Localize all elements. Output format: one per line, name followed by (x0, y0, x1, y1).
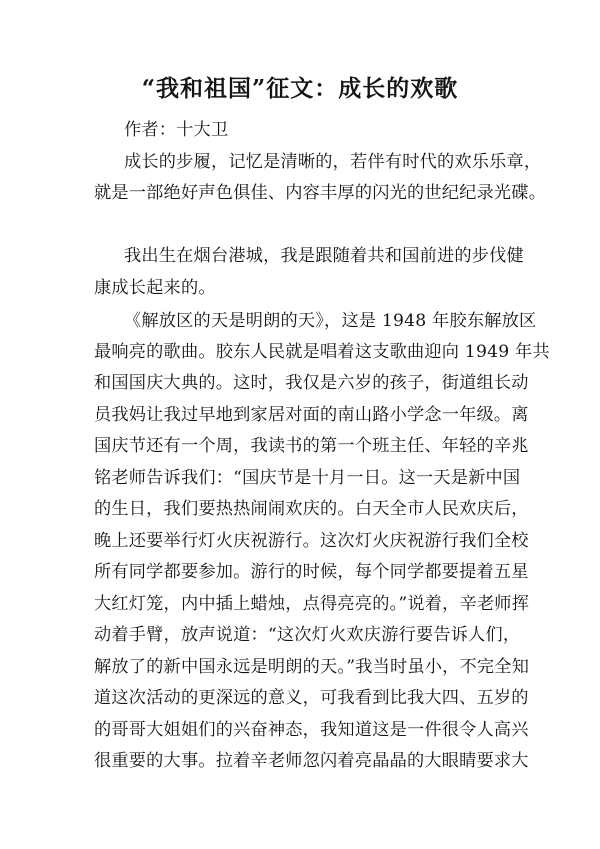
paragraph-line: 道这次活动的更深远的意义，可我看到比我大四、五岁的 (94, 688, 529, 708)
paragraph-line: 所有同学都要参加。游行的时候，每个同学都要提着五星 (94, 562, 529, 582)
paragraph-line: 铭老师告诉我们：“国庆节是十月一日。这一天是新中国 (94, 468, 521, 488)
paragraph-line: 《解放区的天是明朗的天》，这是 1948 年胶东解放区 (124, 311, 537, 331)
paragraph-line: 解放了的新中国永远是明朗的天。”我当时虽小，不完全知 (94, 657, 530, 677)
paragraph-line: 国庆节还有一个周，我读书的第一个班主任、年轻的辛兆 (94, 436, 529, 456)
paragraph-line: 的生日，我们要热热闹闹欢庆的。白天全市人民欢庆后， (94, 499, 529, 519)
paragraph-line: 康成长起来的。 (94, 278, 216, 298)
paragraph-line: 就是一部绝好声色俱佳、内容丰厚的闪光的世纪纪录光碟。 (94, 183, 547, 203)
paragraph-line: 和国国庆大典的。这时，我仅是六岁的孩子，街道组长动 (94, 373, 529, 393)
paragraph-line: 晚上还要举行灯火庆祝游行。这次灯火庆祝游行我们全校 (94, 531, 529, 551)
paragraph-line: 大红灯笼，内中插上蜡烛，点得亮亮的。”说着，辛老师挥 (94, 594, 530, 614)
paragraph-line: 很重要的大事。拉着辛老师忽闪着亮晶晶的大眼睛要求大 (94, 751, 529, 771)
author-line: 作者：十大卫 (124, 120, 229, 140)
paragraph-line: 员我妈让我过早地到家居对面的南山路小学念一年级。离 (94, 405, 529, 425)
document-title: “我和祖国”征文：成长的欢歌 (141, 75, 459, 102)
paragraph-line: 最响亮的歌曲。胶东人民就是唱着这支歌曲迎向 1949 年共 (94, 342, 550, 362)
paragraph-line: 动着手臂，放声说道：“这次灯火欢庆游行要告诉人们， (94, 625, 521, 645)
paragraph-line: 我出生在烟台港城，我是跟随着共和国前进的步伐健 (124, 246, 524, 266)
paragraph-line: 的哥哥大姐姐们的兴奋神态，我知道这是一件很令人高兴 (94, 720, 529, 740)
paragraph-line: 成长的步履，记忆是清晰的，若伴有时代的欢乐乐章， (124, 152, 542, 172)
